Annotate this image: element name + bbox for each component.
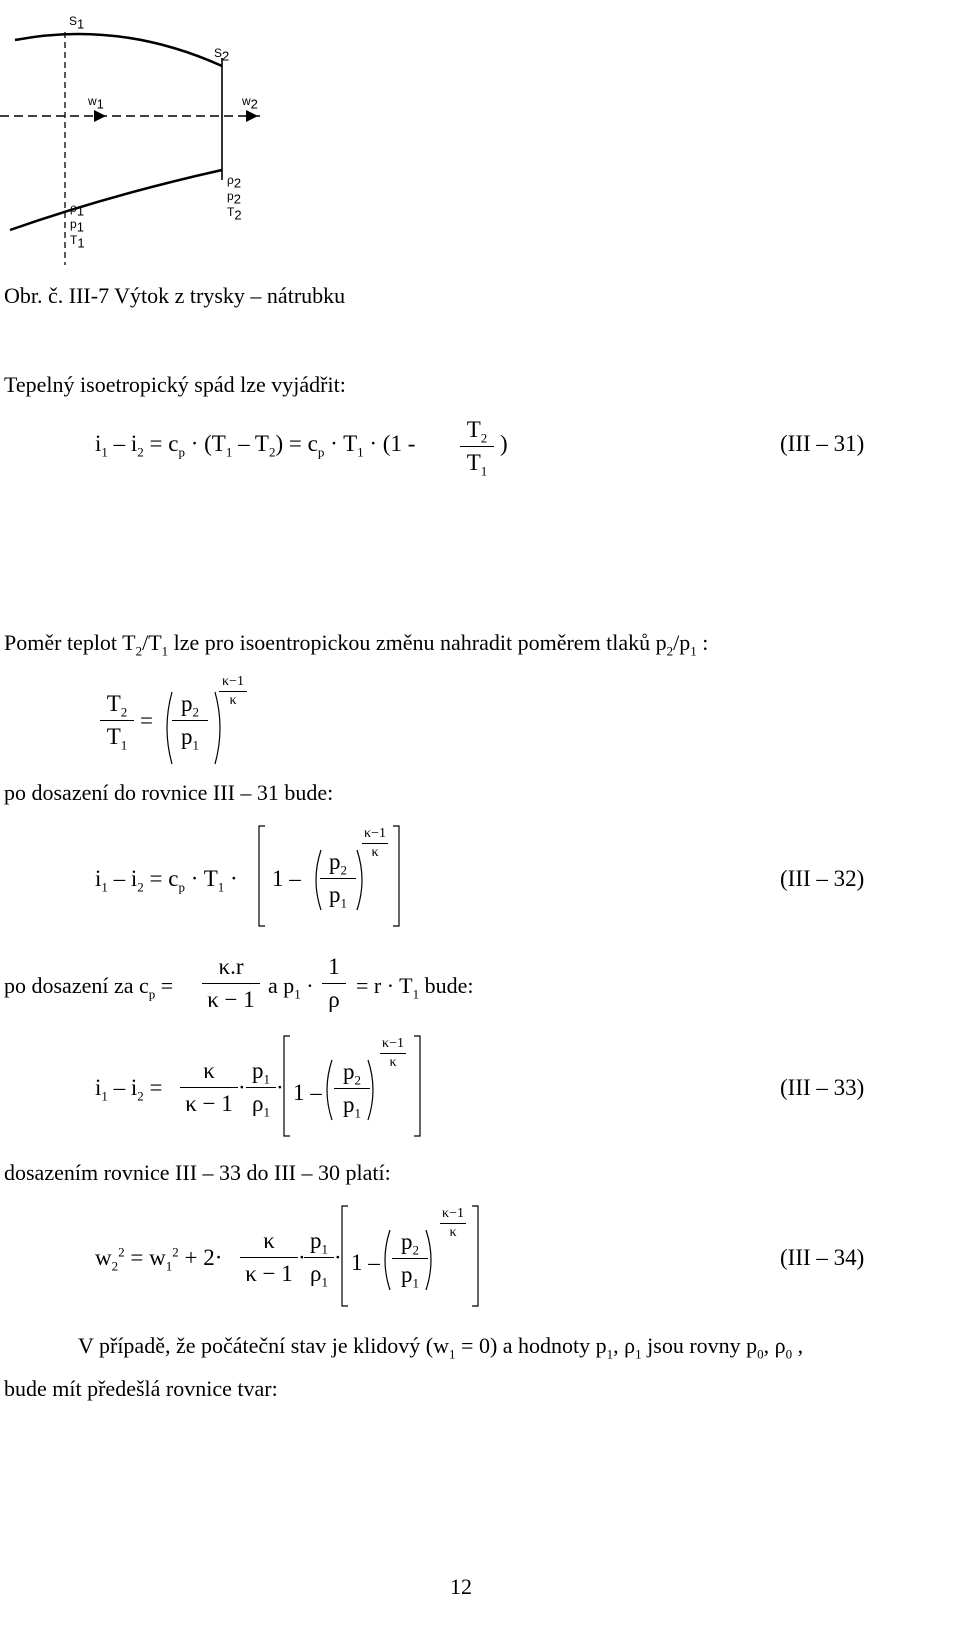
eq33-p-rho: $p_1$ $\rho_1$: [246, 1057, 276, 1118]
label-state2: $\rho_2$ $p_2$ $T_2$: [227, 173, 242, 223]
paragraph-6: V případě, že počáteční stav je klidový $(w_1 = 0)$ a hodnoty $p_1$, $\rho_1$ jsou rovny $p_0$, $\rho_0$ ,: [78, 1333, 804, 1362]
eq31-left: $i_1 - i_2 = c_p \cdot (T_1 - T_2) = c_p \cdot T_1 \cdot (1$ -: [95, 431, 416, 460]
nozzle-diagram: [0, 0, 300, 270]
ratio-exponent: κ−1 κ: [219, 674, 247, 709]
eq32-left: $i_1 - i_2 = c_p \cdot T_1$ ·: [95, 866, 238, 895]
eq33-left: $i_1 - i_2$ =: [95, 1075, 163, 1104]
label-state1: $\rho_1$ $p_1$ $T_1$: [70, 201, 85, 251]
paragraph-1: Tepelný isoetropický spád lze vyjádřit:: [4, 372, 346, 397]
ratio-t: $T_2$ $T_1$: [100, 690, 134, 751]
figure-caption: Obr. č. III-7 Výtok z trysky – nátrubku: [4, 283, 346, 308]
paragraph-4a: po dosazení za $c_p$ =: [4, 973, 174, 1002]
eq32-exponent: κ−1 κ: [362, 826, 388, 861]
eq32-p: $p_2$ $p_1$: [320, 848, 356, 909]
label-w2: $w_2$: [242, 94, 258, 112]
label-w1: $w_1$: [88, 94, 104, 112]
eq33-p: $p_2$ $p_1$: [334, 1058, 370, 1119]
eq34-exponent: κ−1 κ: [440, 1206, 466, 1241]
eq34-dot2: ·: [334, 1245, 342, 1270]
eq31-close: ): [500, 431, 508, 456]
page-number: 12: [450, 1574, 472, 1599]
eq34-kappa: κ κ − 1: [240, 1227, 298, 1288]
eq31-fraction: $T_2$ $T_1$: [460, 416, 494, 477]
eq34-left: $w_2^2 = w_1^2 + 2\cdot$: [95, 1244, 223, 1274]
paragraph-3: po dosazení do rovnice III – 31 bude:: [4, 780, 334, 805]
eq34-p-rho: $p_1$ $\rho_1$: [304, 1227, 334, 1288]
paragraph-7: bude mít předešlá rovnice tvar:: [4, 1376, 278, 1401]
paragraph-2: Poměr teplot $T_2/T_1$ lze pro isoentropickou změnu nahradit poměrem tlaků $p_2/p_1$ :: [4, 630, 709, 659]
eq32-tag: (III – 32): [780, 866, 865, 891]
ratio-p: $p_2$ $p_1$: [172, 690, 208, 751]
paragraph-5: dosazením rovnice III – 33 do III – 30 platí:: [4, 1160, 391, 1185]
eq-rho-fraction: 1 ρ: [322, 953, 346, 1014]
ratio-eq: =: [140, 708, 153, 733]
label-s1: $S_1$: [69, 14, 85, 32]
eq33-dot2: ·: [276, 1075, 284, 1100]
paragraph-4b: a $p_1$ ·: [268, 973, 314, 1002]
eq33-tag: (III – 33): [780, 1075, 865, 1100]
eq32-one: 1 –: [272, 866, 301, 891]
paragraph-4c: = $r \cdot T_1$ bude:: [356, 973, 474, 1002]
eq33-dot1: ·: [238, 1075, 246, 1100]
eq34-tag: (III – 34): [780, 1245, 865, 1270]
eq34-dot1: ·: [298, 1245, 306, 1270]
label-s2: $S_2$: [214, 46, 230, 64]
eq31-tag: (III – 31): [780, 431, 865, 456]
eq-cp-fraction: κ.r κ − 1: [202, 953, 260, 1014]
eq33-exponent: κ−1 κ: [380, 1036, 406, 1071]
eq33-kappa: κ κ − 1: [180, 1057, 238, 1118]
eq34-one: 1 –: [351, 1250, 380, 1275]
eq33-one: 1 –: [293, 1080, 322, 1105]
eq34-p: $p_2$ $p_1$: [392, 1228, 428, 1289]
